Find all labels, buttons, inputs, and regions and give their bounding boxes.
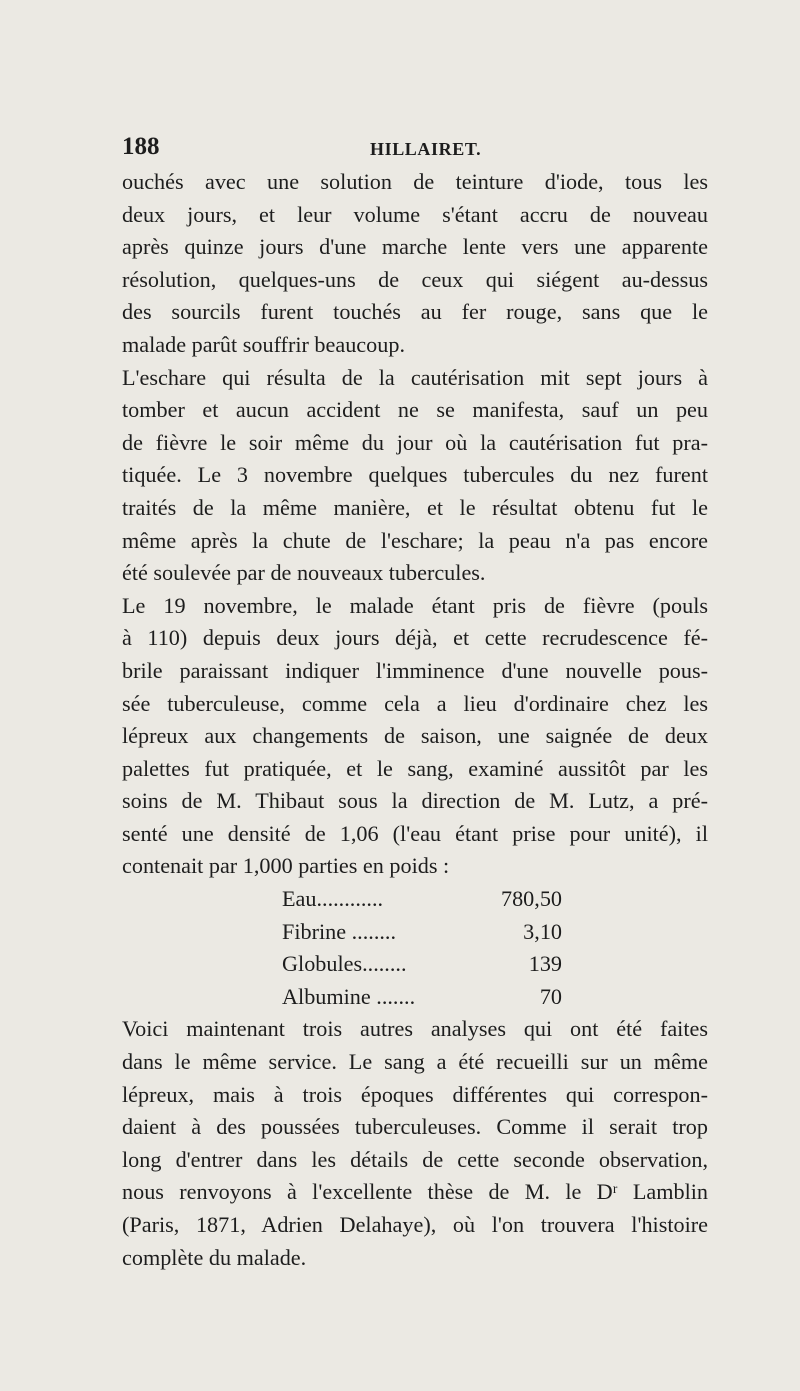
text-line: palettes fut pratiquée, et le sang, examiné aussitôt par les	[122, 755, 708, 781]
analysis-label: Fibrine ........	[282, 918, 397, 944]
text-line: nous renvoyons à l'excellente thèse de M. le Dʳ Lamblin	[122, 1179, 708, 1205]
text-line: daient à des poussées tuberculeuses. Comme il serait trop	[122, 1114, 708, 1140]
paragraph-1	[122, 166, 708, 362]
text-line: traités de la même manière, et le résultat obtenu fut le	[122, 494, 708, 520]
text-line: Le 19 novembre, le malade étant pris de fièvre (pouls	[122, 592, 708, 618]
analysis-value: 139	[528, 951, 562, 977]
text-line: lépreux aux changements de saison, une saignée de deux	[122, 723, 708, 749]
text-line: été soulevée par de nouveaux tubercules.	[122, 560, 486, 586]
text-line: (Paris, 1871, Adrien Delahaye), où l'on trouvera l'histoire	[122, 1212, 708, 1237]
text-line: lépreux, mais à trois époques différentes qui correspon-	[122, 1081, 708, 1107]
blood-analysis-table	[122, 883, 708, 1013]
text-line: senté une densité de 1,06 (l'eau étant prise pour unité), il	[122, 820, 708, 846]
text-line: tomber et aucun accident ne se manifesta, sauf un peu	[122, 397, 708, 423]
text-line: sée tuberculeuse, comme cela a lieu d'ordinaire chez les	[122, 690, 708, 716]
analysis-label: Eau............	[282, 886, 384, 912]
text-line: résolution, quelques-uns de ceux qui siégent au-dessus	[122, 266, 708, 292]
text-line: de fièvre le soir même du jour où la cautérisation fut pra-	[122, 429, 708, 455]
text-line: dans le même service. Le sang a été recueilli sur un même	[122, 1049, 708, 1075]
analysis-row	[122, 948, 708, 981]
analysis-row	[122, 981, 708, 1014]
running-head: HILLAIRET.	[370, 139, 482, 159]
text-line: long d'entrer dans les détails de cette seconde observation,	[122, 1146, 708, 1172]
analysis-value: 780,50	[500, 886, 562, 912]
text-line: soins de M. Thibaut sous la direction de M. Lutz, a pré-	[122, 788, 708, 814]
paragraph-4	[122, 1013, 708, 1274]
text-line: contenait par 1,000 parties en poids :	[122, 853, 450, 879]
text-line: Voici maintenant trois autres analyses qui ont été faites	[122, 1016, 708, 1042]
paragraph-2	[122, 362, 708, 590]
text-line: brile paraissant indiquer l'imminence d'une nouvelle pous-	[122, 657, 708, 683]
text-line: des sourcils furent touchés au fer rouge, sans que le	[122, 299, 708, 325]
text-line: ouchés avec une solution de teinture d'iode, tous les	[122, 169, 708, 194]
page-body	[122, 166, 708, 1274]
text-line: même après la chute de l'eschare; la peau n'a pas encore	[122, 527, 708, 553]
analysis-value: 3,10	[523, 918, 562, 944]
text-line: deux jours, et leur volume s'étant accru de nouveau	[122, 201, 708, 227]
page-number: 188	[122, 133, 160, 160]
analysis-row	[122, 916, 708, 949]
text-line: L'eschare qui résulta de la cautérisation mit sept jours à	[122, 364, 708, 390]
paragraph-3	[122, 590, 708, 883]
analysis-label: Globules........	[282, 951, 407, 977]
text-line: complète du malade.	[122, 1244, 307, 1270]
page-header	[122, 134, 708, 160]
text-line: après quinze jours d'une marche lente vers une apparente	[122, 234, 708, 260]
text-line: tiquée. Le 3 novembre quelques tubercules du nez furent	[122, 462, 708, 488]
analysis-row	[122, 883, 708, 916]
analysis-value: 70	[539, 983, 562, 1009]
analysis-label: Albumine .......	[282, 983, 416, 1009]
text-line: malade parût souffrir beaucoup.	[122, 331, 405, 357]
text-line: à 110) depuis deux jours déjà, et cette recrudescence fé-	[122, 625, 708, 651]
